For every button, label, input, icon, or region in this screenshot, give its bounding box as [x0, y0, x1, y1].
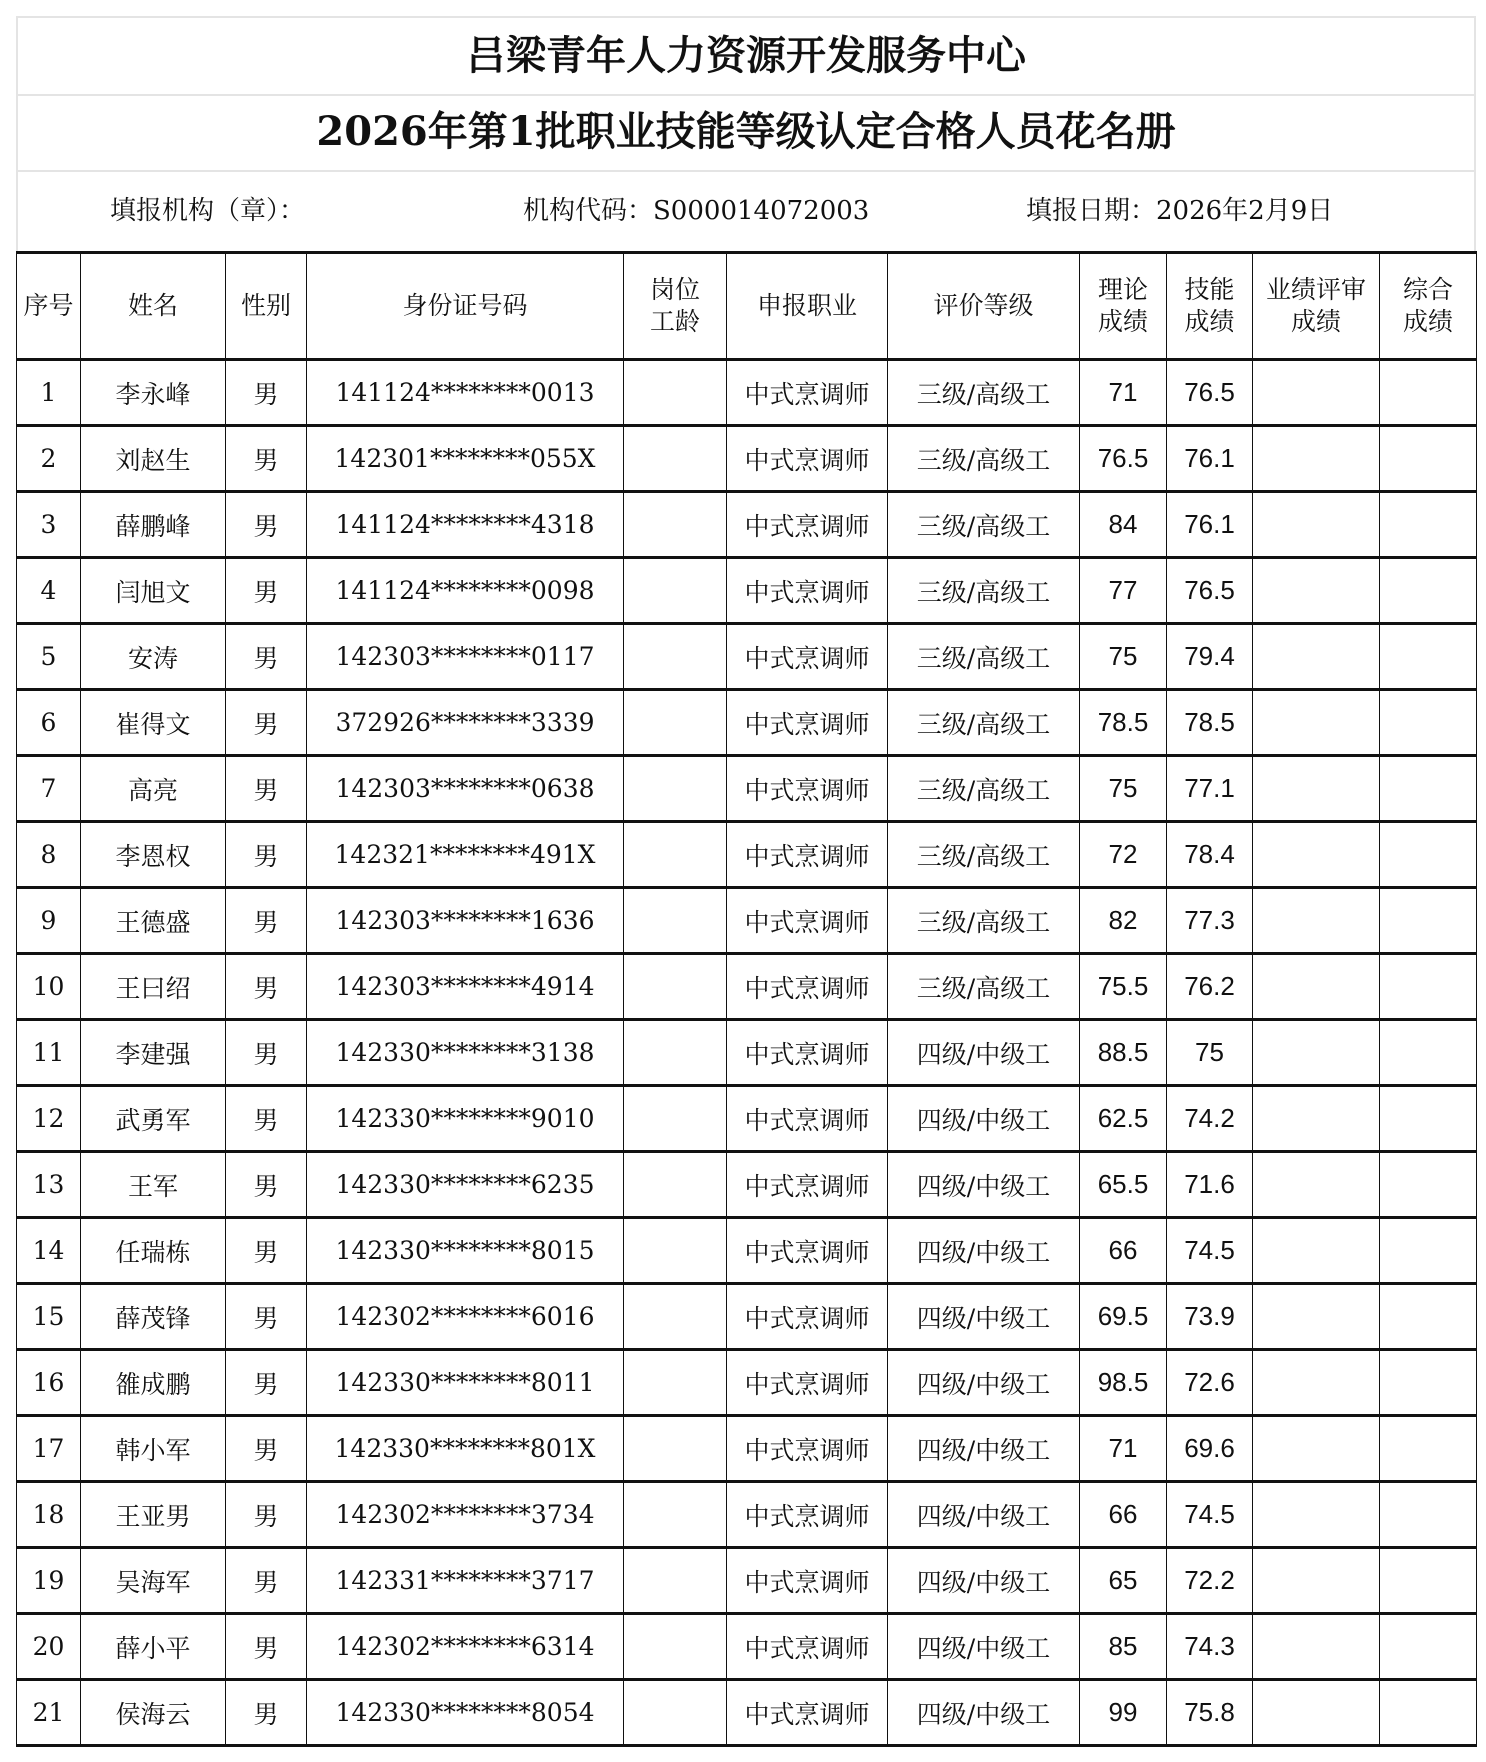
- col-index-cell: 5: [17, 624, 81, 690]
- col-theory-score-header: [1080, 253, 1167, 360]
- col-id-number-cell: 141124********0013: [307, 360, 624, 426]
- col-index-cell: 2: [17, 426, 81, 492]
- col-theory-score-cell: 78.5: [1080, 690, 1167, 756]
- col-gender-cell: 男: [226, 954, 307, 1020]
- col-theory-score-cell: 75.5: [1080, 954, 1167, 1020]
- col-name-cell: 雒成鹏: [81, 1350, 226, 1416]
- col-id-number-cell: 142301********055X: [307, 426, 624, 492]
- col-index-cell: 19: [17, 1548, 81, 1614]
- col-tenure-cell: [624, 1614, 727, 1680]
- col-occupation-cell: 中式烹调师: [727, 1086, 888, 1152]
- col-performance-score-cell: [1253, 624, 1380, 690]
- table-row: [17, 1350, 1477, 1416]
- col-overall-score-cell: [1380, 558, 1477, 624]
- col-theory-score-header-label: 理论成绩: [1097, 275, 1148, 336]
- col-tenure-cell: [624, 1086, 727, 1152]
- col-occupation-cell: 中式烹调师: [727, 756, 888, 822]
- col-tenure-cell: [624, 1680, 727, 1746]
- col-gender-cell: 男: [226, 822, 307, 888]
- col-index-cell: 8: [17, 822, 81, 888]
- col-index-cell: 1: [17, 360, 81, 426]
- col-name-cell: 韩小军: [81, 1416, 226, 1482]
- col-occupation-cell: 中式烹调师: [727, 954, 888, 1020]
- col-name-cell: 薛茂锋: [81, 1284, 226, 1350]
- col-theory-score-cell: 75: [1080, 756, 1167, 822]
- col-occupation-header: [727, 253, 888, 360]
- col-occupation-cell: 中式烹调师: [727, 822, 888, 888]
- col-overall-score-cell: [1380, 1020, 1477, 1086]
- col-gender-cell: 男: [226, 1482, 307, 1548]
- col-theory-score-cell: 98.5: [1080, 1350, 1167, 1416]
- col-name-cell: 李建强: [81, 1020, 226, 1086]
- col-skill-score-cell: 74.5: [1167, 1218, 1253, 1284]
- table-row: [17, 1482, 1477, 1548]
- table-row: [17, 1614, 1477, 1680]
- col-gender-cell: 男: [226, 756, 307, 822]
- col-overall-score-cell: [1380, 1350, 1477, 1416]
- col-theory-score-cell: 77: [1080, 558, 1167, 624]
- col-overall-score-cell: [1380, 690, 1477, 756]
- col-performance-score-cell: [1253, 426, 1380, 492]
- col-occupation-cell: 中式烹调师: [727, 1350, 888, 1416]
- col-performance-score-cell: [1253, 1482, 1380, 1548]
- col-skill-score-cell: 76.1: [1167, 426, 1253, 492]
- col-tenure-cell: [624, 558, 727, 624]
- col-level-cell: 三级/高级工: [888, 756, 1080, 822]
- col-gender-cell: 男: [226, 1284, 307, 1350]
- col-overall-score-cell: [1380, 426, 1477, 492]
- col-theory-score-cell: 85: [1080, 1614, 1167, 1680]
- col-id-number-cell: 142303********4914: [307, 954, 624, 1020]
- col-index-cell: 13: [17, 1152, 81, 1218]
- col-level-header-label: 评价等级: [933, 291, 1034, 320]
- col-occupation-cell: 中式烹调师: [727, 1152, 888, 1218]
- col-index-cell: 9: [17, 888, 81, 954]
- col-skill-score-cell: 75.8: [1167, 1680, 1253, 1746]
- col-skill-score-cell: 78.4: [1167, 822, 1253, 888]
- col-index-header-label: 序号: [23, 291, 74, 320]
- col-name-cell: 吴海军: [81, 1548, 226, 1614]
- col-performance-score-cell: [1253, 1350, 1380, 1416]
- col-occupation-cell: 中式烹调师: [727, 888, 888, 954]
- col-level-cell: 三级/高级工: [888, 624, 1080, 690]
- col-id-number-cell: 142330********3138: [307, 1020, 624, 1086]
- col-theory-score-cell: 71: [1080, 1416, 1167, 1482]
- col-level-cell: 三级/高级工: [888, 360, 1080, 426]
- col-gender-cell: 男: [226, 558, 307, 624]
- col-level-cell: 三级/高级工: [888, 888, 1080, 954]
- col-gender-cell: 男: [226, 624, 307, 690]
- col-level-cell: 四级/中级工: [888, 1614, 1080, 1680]
- col-skill-score-cell: 72.2: [1167, 1548, 1253, 1614]
- table-row: [17, 624, 1477, 690]
- col-index-cell: 16: [17, 1350, 81, 1416]
- col-occupation-cell: 中式烹调师: [727, 1482, 888, 1548]
- col-name-cell: 崔得文: [81, 690, 226, 756]
- col-overall-score-cell: [1380, 822, 1477, 888]
- col-id-number-cell: 142330********9010: [307, 1086, 624, 1152]
- col-skill-score-cell: 77.3: [1167, 888, 1253, 954]
- col-skill-score-cell: 76.1: [1167, 492, 1253, 558]
- col-name-cell: 李永峰: [81, 360, 226, 426]
- table-row: [17, 954, 1477, 1020]
- col-occupation-cell: 中式烹调师: [727, 426, 888, 492]
- col-overall-score-cell: [1380, 1284, 1477, 1350]
- col-tenure-cell: [624, 822, 727, 888]
- col-occupation-cell: 中式烹调师: [727, 1218, 888, 1284]
- col-gender-cell: 男: [226, 1350, 307, 1416]
- table-row: [17, 426, 1477, 492]
- col-name-cell: 王军: [81, 1152, 226, 1218]
- col-theory-score-cell: 66: [1080, 1218, 1167, 1284]
- col-performance-score-cell: [1253, 1680, 1380, 1746]
- col-skill-score-cell: 69.6: [1167, 1416, 1253, 1482]
- col-tenure-header: [624, 253, 727, 360]
- table-row: [17, 888, 1477, 954]
- col-index-header: [17, 253, 81, 360]
- col-gender-cell: 男: [226, 1680, 307, 1746]
- col-gender-cell: 男: [226, 888, 307, 954]
- col-level-cell: 三级/高级工: [888, 426, 1080, 492]
- col-id-number-header-label: 身份证号码: [402, 291, 528, 320]
- col-id-number-cell: 372926********3339: [307, 690, 624, 756]
- col-level-cell: 三级/高级工: [888, 690, 1080, 756]
- col-skill-score-cell: 74.3: [1167, 1614, 1253, 1680]
- col-occupation-cell: 中式烹调师: [727, 558, 888, 624]
- table-row: [17, 1284, 1477, 1350]
- col-index-cell: 7: [17, 756, 81, 822]
- col-gender-cell: 男: [226, 1548, 307, 1614]
- document-title: 吕梁青年人力资源开发服务中心: [18, 18, 1474, 96]
- col-name-cell: 薛小平: [81, 1614, 226, 1680]
- col-performance-score-cell: [1253, 1416, 1380, 1482]
- col-index-cell: 12: [17, 1086, 81, 1152]
- col-id-number-cell: 142321********491X: [307, 822, 624, 888]
- col-overall-score-cell: [1380, 1152, 1477, 1218]
- col-skill-score-cell: 72.6: [1167, 1350, 1253, 1416]
- col-overall-score-cell: [1380, 1482, 1477, 1548]
- col-skill-score-cell: 73.9: [1167, 1284, 1253, 1350]
- col-gender-header: [226, 253, 307, 360]
- col-occupation-cell: 中式烹调师: [727, 1680, 888, 1746]
- col-gender-header-label: 性别: [240, 291, 291, 320]
- col-id-number-cell: 142330********8054: [307, 1680, 624, 1746]
- col-tenure-cell: [624, 1152, 727, 1218]
- col-level-cell: 三级/高级工: [888, 822, 1080, 888]
- col-name-cell: 王曰绍: [81, 954, 226, 1020]
- col-performance-score-cell: [1253, 1284, 1380, 1350]
- col-level-cell: 三级/高级工: [888, 954, 1080, 1020]
- col-performance-score-cell: [1253, 822, 1380, 888]
- col-tenure-cell: [624, 1284, 727, 1350]
- col-level-header: [888, 253, 1080, 360]
- col-index-cell: 10: [17, 954, 81, 1020]
- col-theory-score-cell: 76.5: [1080, 426, 1167, 492]
- table-row: [17, 1218, 1477, 1284]
- col-skill-score-cell: 74.2: [1167, 1086, 1253, 1152]
- col-overall-score-cell: [1380, 492, 1477, 558]
- col-id-number-cell: 141124********4318: [307, 492, 624, 558]
- col-theory-score-cell: 82: [1080, 888, 1167, 954]
- col-level-cell: 四级/中级工: [888, 1284, 1080, 1350]
- col-index-cell: 11: [17, 1020, 81, 1086]
- col-occupation-cell: 中式烹调师: [727, 624, 888, 690]
- col-level-cell: 四级/中级工: [888, 1152, 1080, 1218]
- table-row: [17, 492, 1477, 558]
- col-tenure-cell: [624, 1020, 727, 1086]
- report-date: 填报日期：2026年2月9日: [1026, 196, 1334, 226]
- col-performance-score-cell: [1253, 1086, 1380, 1152]
- col-tenure-cell: [624, 360, 727, 426]
- col-id-number-cell: 142330********8015: [307, 1218, 624, 1284]
- col-name-cell: 李恩权: [81, 822, 226, 888]
- col-skill-score-cell: 76.5: [1167, 558, 1253, 624]
- col-overall-score-cell: [1380, 888, 1477, 954]
- col-overall-score-cell: [1380, 1086, 1477, 1152]
- col-performance-score-cell: [1253, 1218, 1380, 1284]
- col-performance-score-cell: [1253, 1614, 1380, 1680]
- col-tenure-cell: [624, 954, 727, 1020]
- col-performance-score-cell: [1253, 360, 1380, 426]
- roster-table: [16, 251, 1477, 1747]
- col-overall-score-cell: [1380, 954, 1477, 1020]
- col-performance-score-cell: [1253, 1548, 1380, 1614]
- col-overall-score-header-label: 综合成绩: [1402, 275, 1453, 336]
- col-name-header-label: 姓名: [127, 291, 178, 320]
- col-overall-score-cell: [1380, 1218, 1477, 1284]
- col-occupation-cell: 中式烹调师: [727, 360, 888, 426]
- col-skill-score-cell: 75: [1167, 1020, 1253, 1086]
- col-skill-score-cell: 79.4: [1167, 624, 1253, 690]
- col-overall-score-cell: [1380, 1614, 1477, 1680]
- col-id-number-cell: 141124********0098: [307, 558, 624, 624]
- col-tenure-cell: [624, 690, 727, 756]
- col-overall-score-cell: [1380, 360, 1477, 426]
- col-index-cell: 14: [17, 1218, 81, 1284]
- col-tenure-cell: [624, 888, 727, 954]
- col-performance-score-cell: [1253, 690, 1380, 756]
- col-performance-score-header-label: 业绩评审成绩: [1265, 275, 1366, 336]
- col-id-number-header: [307, 253, 624, 360]
- col-gender-cell: 男: [226, 1614, 307, 1680]
- col-tenure-cell: [624, 426, 727, 492]
- col-performance-score-header: [1253, 253, 1380, 360]
- col-gender-cell: 男: [226, 1416, 307, 1482]
- col-index-cell: 3: [17, 492, 81, 558]
- col-skill-score-cell: 74.5: [1167, 1482, 1253, 1548]
- col-performance-score-cell: [1253, 756, 1380, 822]
- col-skill-score-header-label: 技能成绩: [1184, 275, 1235, 336]
- col-theory-score-cell: 66: [1080, 1482, 1167, 1548]
- col-name-cell: 王德盛: [81, 888, 226, 954]
- col-index-cell: 20: [17, 1614, 81, 1680]
- col-theory-score-cell: 72: [1080, 822, 1167, 888]
- col-occupation-cell: 中式烹调师: [727, 1416, 888, 1482]
- col-tenure-cell: [624, 624, 727, 690]
- col-performance-score-cell: [1253, 492, 1380, 558]
- col-id-number-cell: 142302********3734: [307, 1482, 624, 1548]
- col-theory-score-cell: 62.5: [1080, 1086, 1167, 1152]
- table-row: [17, 360, 1477, 426]
- col-level-cell: 三级/高级工: [888, 492, 1080, 558]
- col-level-cell: 四级/中级工: [888, 1548, 1080, 1614]
- col-id-number-cell: 142303********1636: [307, 888, 624, 954]
- col-performance-score-cell: [1253, 888, 1380, 954]
- col-index-cell: 6: [17, 690, 81, 756]
- col-occupation-header-label: 申报职业: [756, 291, 857, 320]
- col-id-number-cell: 142303********0638: [307, 756, 624, 822]
- col-level-cell: 四级/中级工: [888, 1020, 1080, 1086]
- col-tenure-cell: [624, 1548, 727, 1614]
- table-row: [17, 1416, 1477, 1482]
- col-name-cell: 高亮: [81, 756, 226, 822]
- col-level-cell: 四级/中级工: [888, 1416, 1080, 1482]
- col-id-number-cell: 142303********0117: [307, 624, 624, 690]
- col-gender-cell: 男: [226, 492, 307, 558]
- col-overall-score-cell: [1380, 624, 1477, 690]
- table-row: [17, 558, 1477, 624]
- col-theory-score-cell: 71: [1080, 360, 1167, 426]
- col-occupation-cell: 中式烹调师: [727, 690, 888, 756]
- col-name-cell: 任瑞栋: [81, 1218, 226, 1284]
- col-name-cell: 薛鹏峰: [81, 492, 226, 558]
- col-theory-score-cell: 84: [1080, 492, 1167, 558]
- col-index-cell: 18: [17, 1482, 81, 1548]
- col-name-header: [81, 253, 226, 360]
- col-index-cell: 15: [17, 1284, 81, 1350]
- col-skill-score-cell: 76.5: [1167, 360, 1253, 426]
- col-index-cell: 21: [17, 1680, 81, 1746]
- col-tenure-cell: [624, 1218, 727, 1284]
- col-tenure-cell: [624, 756, 727, 822]
- col-name-cell: 王亚男: [81, 1482, 226, 1548]
- col-tenure-cell: [624, 492, 727, 558]
- col-overall-score-cell: [1380, 1416, 1477, 1482]
- col-id-number-cell: 142302********6314: [307, 1614, 624, 1680]
- table-row: [17, 1152, 1477, 1218]
- col-theory-score-cell: 65: [1080, 1548, 1167, 1614]
- col-overall-score-header: [1380, 253, 1477, 360]
- col-level-cell: 四级/中级工: [888, 1482, 1080, 1548]
- table-row: [17, 1680, 1477, 1746]
- table-row: [17, 1020, 1477, 1086]
- col-occupation-cell: 中式烹调师: [727, 1548, 888, 1614]
- col-level-cell: 四级/中级工: [888, 1218, 1080, 1284]
- col-skill-score-cell: 76.2: [1167, 954, 1253, 1020]
- org-label: 填报机构（章）：: [110, 196, 306, 226]
- col-overall-score-cell: [1380, 1548, 1477, 1614]
- col-occupation-cell: 中式烹调师: [727, 1020, 888, 1086]
- col-name-cell: 安涛: [81, 624, 226, 690]
- col-gender-cell: 男: [226, 1218, 307, 1284]
- col-index-cell: 17: [17, 1416, 81, 1482]
- col-performance-score-cell: [1253, 1152, 1380, 1218]
- col-skill-score-header: [1167, 253, 1253, 360]
- col-gender-cell: 男: [226, 426, 307, 492]
- col-tenure-header-label: 岗位工龄: [649, 275, 700, 336]
- col-tenure-cell: [624, 1416, 727, 1482]
- col-gender-cell: 男: [226, 1086, 307, 1152]
- col-gender-cell: 男: [226, 1020, 307, 1086]
- col-gender-cell: 男: [226, 1152, 307, 1218]
- table-header-row: [17, 253, 1477, 360]
- col-name-cell: 刘赵生: [81, 426, 226, 492]
- col-performance-score-cell: [1253, 558, 1380, 624]
- col-id-number-cell: 142330********6235: [307, 1152, 624, 1218]
- col-occupation-cell: 中式烹调师: [727, 1614, 888, 1680]
- col-level-cell: 三级/高级工: [888, 558, 1080, 624]
- col-id-number-cell: 142331********3717: [307, 1548, 624, 1614]
- col-overall-score-cell: [1380, 1680, 1477, 1746]
- col-theory-score-cell: 75: [1080, 624, 1167, 690]
- col-theory-score-cell: 88.5: [1080, 1020, 1167, 1086]
- col-name-cell: 闫旭文: [81, 558, 226, 624]
- col-level-cell: 四级/中级工: [888, 1086, 1080, 1152]
- col-skill-score-cell: 71.6: [1167, 1152, 1253, 1218]
- col-gender-cell: 男: [226, 690, 307, 756]
- table-row: [17, 690, 1477, 756]
- col-id-number-cell: 142302********6016: [307, 1284, 624, 1350]
- col-level-cell: 四级/中级工: [888, 1680, 1080, 1746]
- org-code: 机构代码：S000014072003: [523, 196, 870, 226]
- col-theory-score-cell: 69.5: [1080, 1284, 1167, 1350]
- table-row: [17, 1086, 1477, 1152]
- col-id-number-cell: 142330********8011: [307, 1350, 624, 1416]
- col-name-cell: 武勇军: [81, 1086, 226, 1152]
- col-name-cell: 侯海云: [81, 1680, 226, 1746]
- table-row: [17, 822, 1477, 888]
- col-performance-score-cell: [1253, 1020, 1380, 1086]
- col-tenure-cell: [624, 1482, 727, 1548]
- col-occupation-cell: 中式烹调师: [727, 492, 888, 558]
- document-subtitle: 2026年第1批职业技能等级认定合格人员花名册: [18, 94, 1474, 172]
- col-id-number-cell: 142330********801X: [307, 1416, 624, 1482]
- col-skill-score-cell: 78.5: [1167, 690, 1253, 756]
- table-row: [17, 756, 1477, 822]
- table-row: [17, 1548, 1477, 1614]
- col-gender-cell: 男: [226, 360, 307, 426]
- col-level-cell: 四级/中级工: [888, 1350, 1080, 1416]
- col-tenure-cell: [624, 1350, 727, 1416]
- col-theory-score-cell: 65.5: [1080, 1152, 1167, 1218]
- col-index-cell: 4: [17, 558, 81, 624]
- col-theory-score-cell: 99: [1080, 1680, 1167, 1746]
- col-overall-score-cell: [1380, 756, 1477, 822]
- col-skill-score-cell: 77.1: [1167, 756, 1253, 822]
- col-occupation-cell: 中式烹调师: [727, 1284, 888, 1350]
- col-performance-score-cell: [1253, 954, 1380, 1020]
